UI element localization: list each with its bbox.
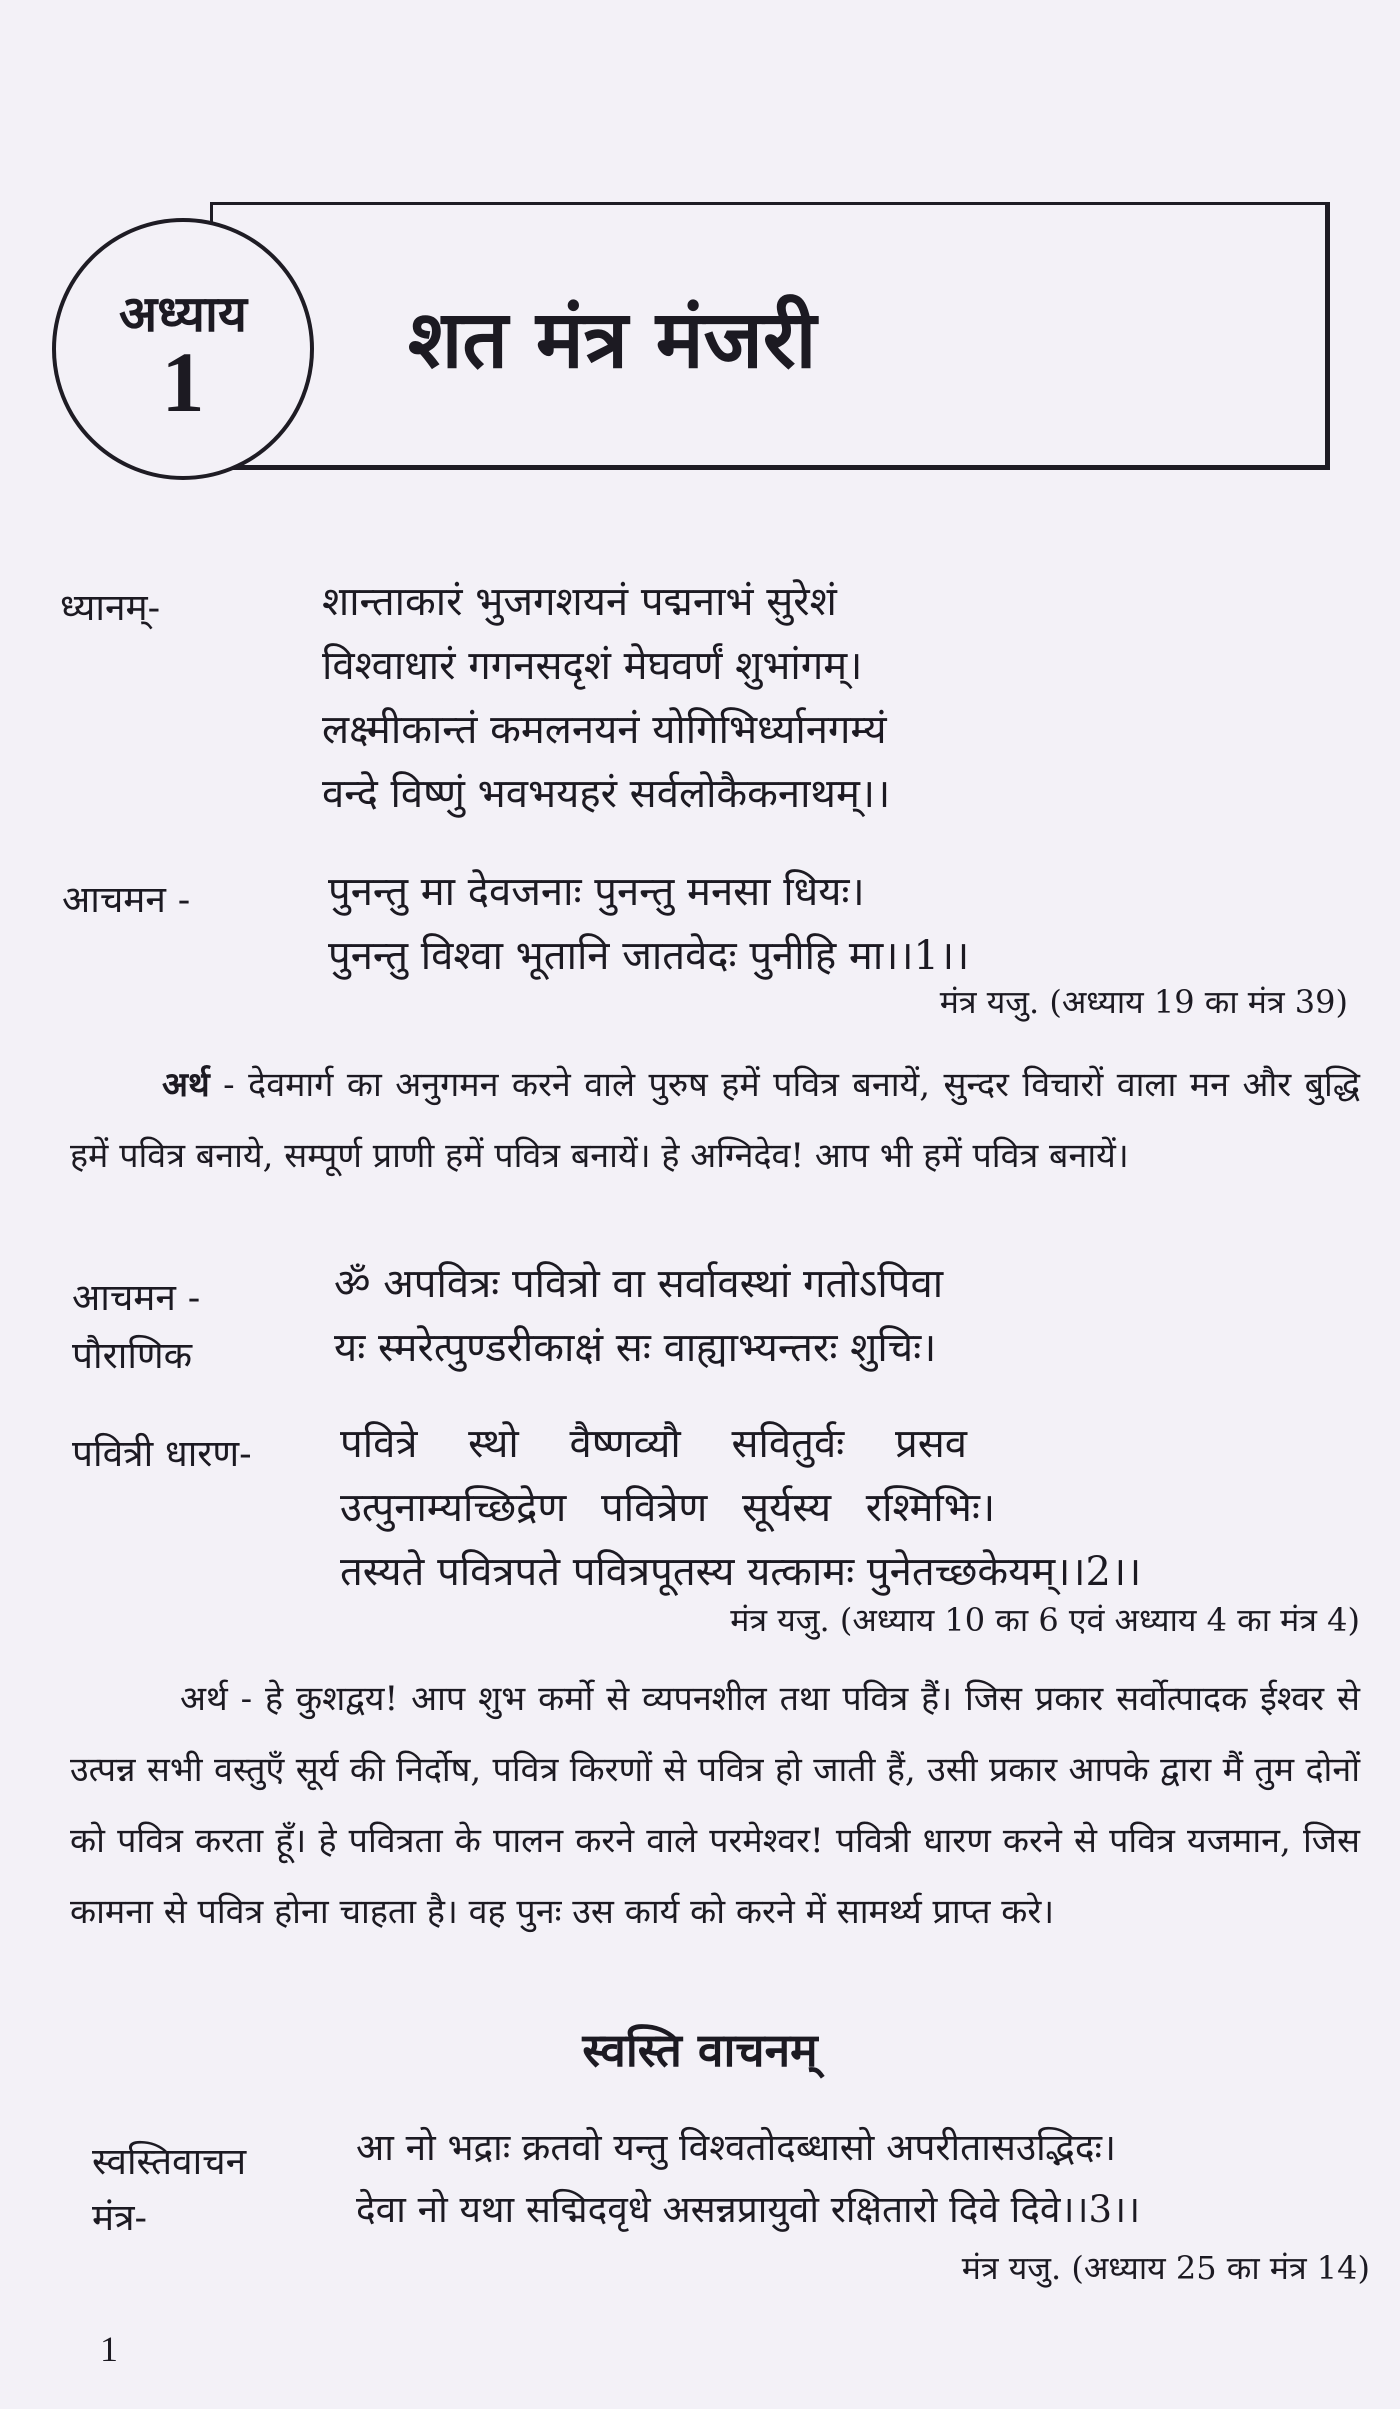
pavitri-line-3: तस्यते पवित्रपते पवित्रपूतस्य यत्कामः पुनेतच्छकेयम्।।2।।: [340, 1549, 1142, 1595]
section-heading: स्वस्ति वाचनम्: [582, 2023, 818, 2077]
artha-paragraph-1: [70, 1050, 1360, 1192]
pauranik-line-2: यः स्मरेत्पुण्डरीकाक्षं सः वाह्याभ्यन्तरः शुचिः।: [334, 1325, 937, 1371]
artha-paragraph-2: अर्थ - हे कुशद्वय! आप शुभ कर्मो से व्यपनशील तथा पवित्र हैं। जिस प्रकार सर्वोत्पादक ईश्वर से उत्पन्न सभी वस्तुएँ सूर्य की निर्दोष, पवित्र किरणों से पवित्र हो जाती हैं, उसी प्रकार आपके द्वारा मैं तुम दोनों को पवित्र करता हूँ। हे पवित्रता के पालन करने वाले परमेश्वर! पवित्री धारण करने से पवित्र यजमान, जिस कामना से पवित्र होना चाहता है। वह पुनः उस कार्य को करने में सामर्थ्य प्राप्त करे।: [70, 1679, 1360, 1932]
swasti-line-2: देवा नो यथा सद्मिदवृधे असन्नप्रायुवो रक्षितारो दिवे दिवे।।3।।: [356, 2188, 1141, 2231]
pavitri-reference: मंत्र यजु. (अध्याय 10 का 6 एवं अध्याय 4 का मंत्र 4): [730, 1601, 1360, 1639]
chapter-number: 1: [161, 334, 205, 430]
artha-label: अर्थ: [162, 1065, 210, 1105]
chapter-word: अध्याय: [119, 284, 247, 343]
artha-text-1: - देवमार्ग का अनुगमन करने वाले पुरुष हमें पवित्र बनायें, सुन्दर विचारों वाला मन और बुद्धि हमें पवित्र बनाये, सम्पूर्ण प्राणी हमें पवित्र बनायें। हे अग्निदेव! आप भी हमें पवित्र बनायें।: [70, 1065, 1360, 1176]
page-title: शत मंत्र मंजरी: [408, 292, 817, 386]
pauranik-label-1: आचमन -: [72, 1276, 201, 1319]
dhyanam-line-1: शान्ताकारं भुजगशयनं पद्मनाभं सुरेशं: [322, 579, 837, 625]
aachaman-line-2: पुनन्तु विश्वा भूतानि जातवेदः पुनीहि मा।।1।।: [328, 933, 970, 979]
pauranik-label-2: पौराणिक: [72, 1334, 193, 1377]
pavitri-line-2: उत्पुनाम्यच्छिद्रेण पवित्रेण सूर्यस्य रश्मिभिः।: [340, 1485, 996, 1531]
pavitri-line-1: पवित्रे स्थो वैष्णव्यौ सवितुर्वः प्रसव: [340, 1421, 968, 1467]
dhyanam-line-4: वन्दे विष्णुं भवभयहरं सर्वलोकैकनाथम्।।: [322, 771, 891, 817]
chapter-badge: [52, 218, 314, 480]
page-number: 1: [100, 2329, 118, 2369]
swasti-label-2: मंत्र-: [92, 2196, 148, 2239]
pavitri-label: पवित्री धारण-: [72, 1432, 252, 1475]
swasti-line-1: आ नो भद्राः क्रतवो यन्तु विश्वतोदब्धासो अपरीतासउद्भिदः।: [356, 2126, 1117, 2169]
pauranik-line-1: ॐ अपवित्रः पवित्रो वा सर्वावस्थां गतोऽपिवा: [334, 1261, 944, 1307]
swasti-label-1: स्वस्तिवाचन: [92, 2140, 247, 2183]
dhyanam-label: ध्यानम्-: [60, 586, 161, 629]
dhyanam-line-3: लक्ष्मीकान्तं कमलनयनं योगिभिर्ध्यानगम्यं: [322, 707, 887, 753]
swasti-reference: मंत्र यजु. (अध्याय 25 का मंत्र 14): [961, 2249, 1370, 2287]
aachaman-reference: मंत्र यजु. (अध्याय 19 का मंत्र 39): [939, 983, 1348, 1021]
dhyanam-line-2: विश्वाधारं गगनसदृशं मेघवर्णं शुभांगम्।: [322, 643, 863, 689]
aachaman-line-1: पुनन्तु मा देवजनाः पुनन्तु मनसा धियः।: [328, 869, 865, 915]
aachaman-label: आचमन -: [62, 878, 191, 921]
